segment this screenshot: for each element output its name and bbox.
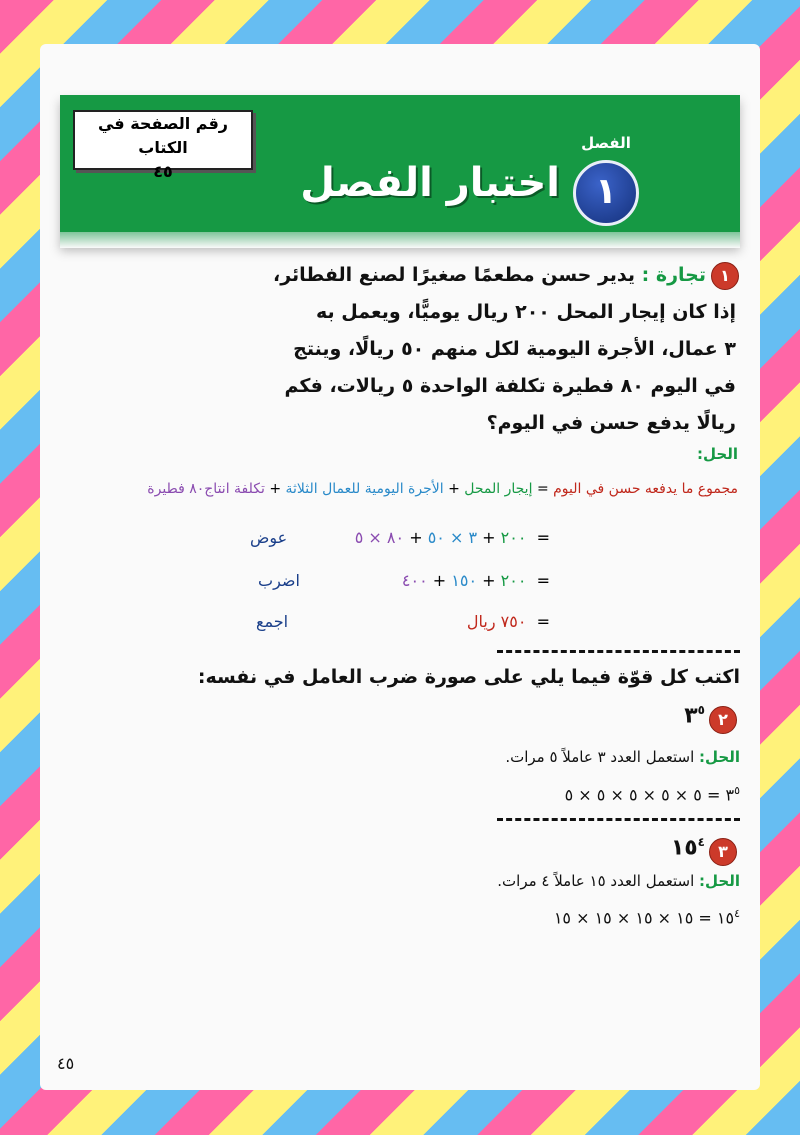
step-2-op-1: +	[482, 571, 496, 590]
step-1-op-2: +	[409, 528, 423, 547]
problem-2-solution	[505, 748, 740, 766]
step-2-rent: ٢٠٠	[500, 571, 527, 590]
problem-3-exponent: ٤	[697, 835, 705, 849]
step-3-note: اجمع	[256, 612, 289, 631]
step-3-total: ٧٥٠ ريال	[466, 612, 527, 631]
problem-1-line-2: إذا كان إيجار المحل ٢٠٠ ريال يوميًّا، ويعمل به	[316, 301, 736, 323]
summary-eq: =	[536, 481, 549, 497]
summary-production: تكلفة انتاج٨٠ فطيرة	[147, 481, 265, 497]
step-1-production: ٨٠ × ٥	[354, 528, 405, 547]
problem-3-expansion-exponent: ٤	[734, 907, 740, 920]
divider-1	[497, 650, 740, 653]
chapter-number-badge: ١	[573, 160, 639, 226]
problem-3-expansion: = ١٥ × ١٥ × ١٥ × ١٥	[553, 908, 712, 928]
problem-3-badge: ٣	[709, 838, 737, 866]
problem-3-solution-label: الحل:	[699, 872, 740, 890]
problem-1-line-3: ٣ عمال، الأجرة اليومية لكل منهم ٥٠ ريالًا، وينتج	[293, 338, 736, 360]
problem-1-solution-label: الحل:	[697, 445, 738, 463]
summary-plus-1: +	[448, 481, 460, 497]
step-3-eq: =	[536, 612, 550, 631]
problem-1-text-1: يدير حسن مطعمًا صغيرًا لصنع الفطائر،	[273, 264, 636, 286]
step-2-production: ٤٠٠	[401, 571, 428, 590]
summary-total: مجموع ما يدفعه حسن في اليوم	[553, 481, 738, 497]
problem-1-topic: تجارة :	[641, 264, 706, 286]
summary-wages: الأجرة اليومية للعمال الثلاثة	[285, 481, 444, 497]
step-2-op-2: +	[432, 571, 447, 590]
step-1-wages: ٣ × ٥٠	[427, 528, 478, 547]
book-page-box	[73, 110, 253, 181]
step-1-rent: ٢٠٠	[500, 528, 527, 547]
banner-shadow	[60, 232, 740, 248]
chapter-title: اختبار الفصل	[300, 160, 560, 206]
step-1-note: عوض	[250, 528, 288, 547]
step-2-expression	[402, 571, 550, 590]
problem-3-power	[671, 835, 705, 860]
step-1-expression	[355, 528, 550, 547]
problem-2-expansion-base: ٣	[725, 785, 735, 805]
problem-2-badge: ٢	[709, 706, 737, 734]
problem-1-line-4: في اليوم ٨٠ فطيرة تكلفة الواحدة ٥ ريالات، فكم	[284, 375, 736, 397]
step-2-note: اضرب	[258, 571, 300, 590]
problem-2-solution-text: استعمل العدد ٣ عاملاً ٥ مرات.	[505, 748, 695, 766]
step-2-eq: =	[536, 571, 550, 590]
problem-1-line-1	[273, 264, 706, 286]
instruction: اكتب كل قوّة فيما يلي على صورة ضرب العامل في نفسه:	[197, 666, 740, 688]
problem-2-expansion-row	[565, 784, 740, 804]
book-page-label: رقم الصفحة في الكتاب	[97, 114, 229, 157]
problem-1-summary	[147, 481, 738, 497]
problem-2-power	[684, 703, 705, 728]
step-2-wages: ١٥٠	[451, 571, 478, 590]
problem-3-expansion-base: ١٥	[716, 908, 735, 928]
problem-3-expansion-row	[554, 907, 740, 927]
page-number: ٤٥	[57, 1054, 75, 1073]
problem-3-base: ١٥	[670, 835, 698, 861]
step-3-expression	[467, 612, 550, 631]
problem-2-base: ٣	[684, 703, 698, 729]
step-1-op-1: +	[482, 528, 496, 547]
problem-2-expansion-exponent: ٥	[734, 784, 740, 797]
summary-plus-2: +	[269, 481, 282, 497]
divider-2	[497, 818, 740, 821]
problem-2-solution-label: الحل:	[699, 748, 740, 766]
problem-3-solution-text: استعمل العدد ١٥ عاملاً ٤ مرات.	[497, 872, 695, 890]
problem-1-badge: ١	[711, 262, 739, 290]
problem-2-exponent: ٥	[697, 703, 705, 717]
book-page-number: ٤٥	[153, 162, 173, 181]
chapter-word: الفصل	[581, 134, 631, 152]
step-1-eq: =	[536, 528, 550, 547]
problem-3-solution	[497, 872, 740, 890]
problem-2-expansion: = ٥ × ٥ × ٥ × ٥ × ٥	[564, 785, 721, 805]
problem-1-line-5: ريالًا يدفع حسن في اليوم؟	[486, 412, 736, 434]
summary-rent: إيجار المحل	[464, 481, 533, 497]
